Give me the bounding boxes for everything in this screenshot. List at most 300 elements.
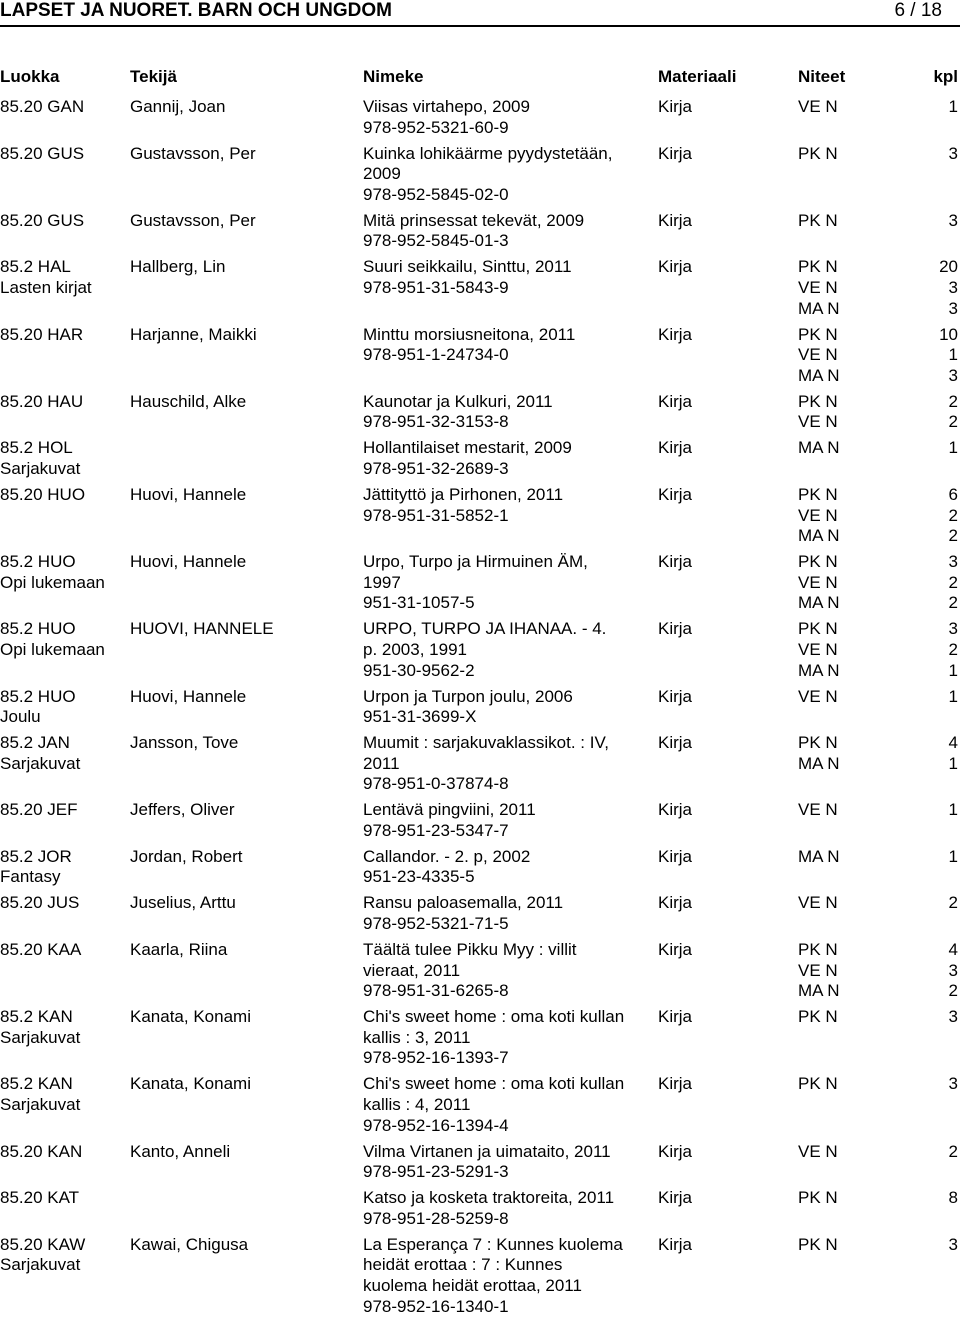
cell-nimeke [363,619,653,681]
cell-kpl-line: 10 [939,324,958,344]
cell-tekija [130,552,355,573]
cell-tekija [130,485,355,506]
cell-nimeke-line: Suuri seikkailu, Sinttu, 2011 [363,257,572,277]
cell-niteet [798,800,898,821]
cell-materiaali-line: Kirja [658,143,693,163]
cell-niteet-line: MA N [798,981,840,1001]
cell-nimeke-line: Chi's sweet home : oma koti kullan [363,1074,625,1094]
cell-nimeke-line: Viisas virtahepo, 2009 [363,97,530,116]
cell-nimeke-line: 2009 [363,164,401,184]
table-row [0,97,960,144]
cell-kpl [902,847,958,868]
cell-kpl-line: 2 [948,1141,958,1161]
table-row [0,392,960,439]
cell-kpl-line: 2 [948,639,958,659]
cell-materiaali-line: Kirja [658,1141,693,1161]
cell-niteet [798,485,898,547]
cell-tekija [130,97,355,118]
cell-nimeke-line: 978-952-5321-71-5 [363,914,509,934]
cell-niteet-line: MA N [798,593,840,613]
cell-nimeke-line: 951-23-4335-5 [363,867,475,887]
cell-niteet-line: VE N [798,800,838,820]
cell-niteet [798,619,898,681]
table-row [0,485,960,552]
cell-nimeke-line: 978-952-16-1340-1 [363,1296,509,1316]
cell-kpl-line: 1 [948,800,958,820]
cell-niteet-line: VE N [798,97,838,116]
cell-luokka [0,552,125,593]
cell-luokka-line: 85.20 JEF [0,800,78,820]
cell-luokka-line: 85.2 JOR [0,846,72,866]
table-row [0,211,960,258]
cell-tekija-line: HUOVI, HANNELE [130,619,274,639]
cell-luokka [0,800,125,821]
cell-nimeke-line: Minttu morsiusneitona, 2011 [363,324,576,344]
cell-kpl-line: 2 [948,593,958,613]
cell-niteet-line: PK N [798,143,838,163]
cell-kpl-line: 1 [948,97,958,116]
cell-nimeke [363,97,653,138]
table-row [0,1188,960,1235]
cell-niteet-line: PK N [798,552,838,572]
cell-kpl [902,1142,958,1163]
cell-niteet-line: PK N [798,733,838,753]
cell-luokka-line: Sarjakuvat [0,753,81,773]
cell-niteet-line: MA N [798,298,840,318]
cell-kpl-line: 2 [948,526,958,546]
cell-materiaali [658,619,788,640]
cell-materiaali [658,893,788,914]
cell-niteet [798,144,898,165]
cell-niteet-line: VE N [798,686,838,706]
cell-niteet-line: PK N [798,210,838,230]
cell-nimeke-line: Callandor. - 2. p, 2002 [363,846,531,866]
cell-tekija [130,619,355,640]
cell-nimeke-line: 978-951-23-5291-3 [363,1162,509,1182]
cell-luokka-line: 85.20 GUS [0,210,85,230]
cell-niteet-line: MA N [798,365,840,385]
cell-tekija [130,1007,355,1028]
cell-niteet-line: VE N [798,505,838,525]
cell-luokka-line: 85.2 JAN [0,733,70,753]
cell-nimeke [363,893,653,934]
cell-nimeke-line: 978-951-31-6265-8 [363,981,509,1001]
cell-niteet [798,552,898,614]
cell-nimeke-line: Urpo, Turpo ja Hirmuinen ÄM, [363,552,588,572]
table-row [0,619,960,686]
cell-nimeke-line: Chi's sweet home : oma koti kullan [363,1007,625,1027]
cell-niteet [798,438,898,459]
page-header [0,0,960,22]
cell-materiaali-line: Kirja [658,1234,693,1254]
cell-nimeke-line: Muumit : sarjakuvaklassikot. : IV, [363,733,609,753]
cell-luokka [0,485,125,506]
cell-luokka [0,619,125,660]
cell-kpl-line: 3 [948,210,958,230]
cell-nimeke-line: 978-951-1-24734-0 [363,345,509,365]
cell-luokka-line: Opi lukemaan [0,639,105,659]
cell-tekija [130,325,355,346]
cell-nimeke [363,211,653,252]
column-headers [0,67,960,87]
cell-luokka-line: Fantasy [0,867,61,887]
cell-luokka [0,211,125,232]
cell-kpl-line: 2 [948,391,958,411]
cell-kpl-line: 3 [948,1234,958,1254]
cell-niteet-line: PK N [798,391,838,411]
cell-materiaali-line: Kirja [658,1074,693,1094]
cell-nimeke [363,438,653,479]
cell-niteet-line: VE N [798,572,838,592]
cell-materiaali [658,211,788,232]
cell-luokka-line: 85.2 HOL [0,438,73,458]
cell-kpl-line: 3 [948,960,958,980]
cell-tekija-line: Kanata, Konami [130,1074,251,1094]
cell-luokka-line: 85.20 KAW [0,1234,86,1254]
cell-niteet-line: PK N [798,1234,838,1254]
cell-niteet-line: PK N [798,619,838,639]
cell-kpl [902,552,958,614]
cell-nimeke-line: 978-951-32-3153-8 [363,412,509,432]
cell-kpl [902,1188,958,1209]
cell-kpl-line: 1 [948,438,958,458]
cell-nimeke [363,800,653,841]
cell-tekija [130,144,355,165]
cell-niteet-line: VE N [798,412,838,432]
cell-kpl [902,619,958,681]
cell-luokka-line: Opi lukemaan [0,572,105,592]
cell-nimeke-line: kallis : 3, 2011 [363,1027,471,1047]
cell-nimeke [363,392,653,433]
cell-materiaali-line: Kirja [658,257,693,277]
cell-luokka-line: 85.2 HAL [0,257,71,277]
cell-kpl-line: 6 [948,484,958,504]
cell-niteet-line: PK N [798,257,838,277]
cell-materiaali-line: Kirja [658,552,693,572]
cell-niteet [798,893,898,914]
cell-luokka-line: Sarjakuvat [0,1027,81,1047]
cell-luokka [0,438,125,479]
cell-nimeke [363,1142,653,1183]
cell-luokka-line: 85.20 HUO [0,484,86,504]
cell-kpl-line: 2 [948,572,958,592]
cell-tekija [130,392,355,413]
cell-kpl-line: 4 [948,940,958,960]
cell-luokka-line: 85.20 KAN [0,1141,83,1161]
cell-tekija [130,1142,355,1163]
cell-luokka-line: Lasten kirjat [0,277,92,297]
cell-luokka [0,893,125,914]
cell-tekija-line: Huovi, Hannele [130,484,247,504]
cell-kpl-line: 2 [948,893,958,913]
cell-kpl-line: 1 [948,846,958,866]
cell-nimeke-line: Katso ja kosketa traktoreita, 2011 [363,1188,615,1208]
cell-niteet [798,940,898,1002]
cell-niteet-line: PK N [798,940,838,960]
cell-luokka-line: 85.2 KAN [0,1007,73,1027]
cell-luokka [0,1188,125,1209]
cell-tekija [130,800,355,821]
cell-tekija [130,687,355,708]
cell-nimeke-line: 978-951-28-5259-8 [363,1208,509,1228]
cell-nimeke-line: Kaunotar ja Kulkuri, 2011 [363,391,553,411]
cell-nimeke [363,1235,653,1317]
cell-tekija-line: Hallberg, Lin [130,257,226,277]
cell-luokka-line: 85.20 HAU [0,391,84,411]
cell-tekija [130,1235,355,1256]
cell-nimeke-line: URPO, TURPO JA IHANAA. - 4. [363,619,607,639]
table-row [0,1235,960,1323]
cell-tekija-line: Huovi, Hannele [130,686,247,706]
cell-materiaali [658,257,788,278]
cell-materiaali [658,325,788,346]
cell-niteet-line: VE N [798,345,838,365]
cell-kpl-line: 1 [948,686,958,706]
cell-niteet-line: PK N [798,1188,838,1208]
cell-nimeke-line: Urpon ja Turpon joulu, 2006 [363,686,573,706]
table-row [0,687,960,734]
column-header-niteet: Niteet [798,67,846,86]
cell-luokka [0,1074,125,1115]
cell-nimeke [363,552,653,614]
cell-kpl [902,1235,958,1256]
cell-kpl [902,211,958,232]
cell-luokka [0,940,125,961]
cell-materiaali-line: Kirja [658,800,693,820]
cell-niteet-line: MA N [798,526,840,546]
table-row [0,800,960,847]
cell-kpl-line: 1 [948,345,958,365]
cell-nimeke-line: 951-31-1057-5 [363,593,475,613]
cell-niteet [798,325,898,387]
cell-tekija [130,733,355,754]
cell-nimeke-line: 978-951-31-5852-1 [363,505,509,525]
cell-kpl-line: 20 [939,257,958,277]
cell-luokka-line: 85.2 KAN [0,1074,73,1094]
cell-tekija-line: Hauschild, Alke [130,391,247,411]
cell-nimeke [363,485,653,526]
cell-niteet [798,392,898,433]
table-row [0,257,960,324]
cell-niteet-line: VE N [798,893,838,913]
cell-luokka [0,97,125,118]
cell-luokka-line: 85.20 GAN [0,97,85,116]
cell-materiaali [658,1074,788,1095]
cell-nimeke-line: 978-952-5321-60-9 [363,117,509,137]
cell-luokka-line: 85.20 JUS [0,893,80,913]
table-row [0,1074,960,1141]
cell-tekija-line: Juselius, Arttu [130,893,236,913]
cell-luokka-line: 85.2 HUO [0,552,76,572]
cell-nimeke [363,847,653,888]
cell-nimeke-line: 978-952-16-1394-4 [363,1115,509,1135]
cell-tekija [130,847,355,868]
cell-materiaali [658,687,788,708]
cell-niteet [798,687,898,708]
cell-niteet [798,1074,898,1095]
cell-nimeke [363,1074,653,1136]
cell-nimeke-line: Lentävä pingviini, 2011 [363,800,536,820]
cell-niteet-line: MA N [798,846,840,866]
cell-kpl [902,1007,958,1028]
cell-materiaali-line: Kirja [658,846,693,866]
cell-tekija-line: Jordan, Robert [130,846,243,866]
cell-luokka [0,392,125,413]
cell-tekija-line: Gannij, Joan [130,97,226,116]
cell-nimeke-line: 978-952-5845-01-3 [363,231,509,251]
cell-kpl-line: 3 [948,143,958,163]
column-header-luokka: Luokka [0,67,60,86]
cell-nimeke [363,687,653,728]
cell-nimeke-line: vieraat, 2011 [363,960,461,980]
column-header-materiaali: Materiaali [658,67,737,86]
cell-luokka [0,1142,125,1163]
cell-kpl-line: 3 [948,1007,958,1027]
cell-materiaali-line: Kirja [658,733,693,753]
cell-niteet-line: MA N [798,438,840,458]
cell-kpl [902,144,958,165]
cell-tekija-line: Harjanne, Maikki [130,324,257,344]
cell-kpl-line: 4 [948,733,958,753]
cell-kpl [902,893,958,914]
cell-luokka [0,847,125,888]
cell-niteet [798,733,898,774]
cell-tekija [130,211,355,232]
table-row [0,1142,960,1189]
cell-kpl-line: 3 [948,619,958,639]
cell-niteet-line: MA N [798,753,840,773]
cell-nimeke [363,733,653,795]
table-row [0,893,960,940]
cell-kpl-line: 3 [948,552,958,572]
cell-kpl-line: 3 [948,1074,958,1094]
table-row [0,325,960,392]
cell-niteet [798,1188,898,1209]
cell-nimeke-line: 978-951-32-2689-3 [363,458,509,478]
cell-tekija-line: Gustavsson, Per [130,210,256,230]
cell-niteet [798,211,898,232]
cell-nimeke [363,325,653,366]
cell-niteet-line: VE N [798,1141,838,1161]
column-header-kpl: kpl [933,67,958,86]
cell-tekija [130,1074,355,1095]
cell-tekija [130,257,355,278]
cell-materiaali [658,392,788,413]
cell-luokka [0,257,125,298]
cell-nimeke-line: Jättityttö ja Pirhonen, 2011 [363,484,564,504]
cell-nimeke-line: 978-951-23-5347-7 [363,820,509,840]
cell-tekija-line: Huovi, Hannele [130,552,247,572]
cell-nimeke-line: 1997 [363,572,401,592]
cell-materiaali [658,552,788,573]
table-row [0,847,960,894]
cell-luokka-line: 85.20 KAA [0,940,82,960]
cell-kpl [902,940,958,1002]
cell-nimeke [363,257,653,298]
cell-materiaali-line: Kirja [658,391,693,411]
cell-tekija-line: Jansson, Tove [130,733,239,753]
table-row [0,552,960,619]
cell-materiaali-line: Kirja [658,1188,693,1208]
cell-kpl [902,485,958,547]
cell-materiaali-line: Kirja [658,324,693,344]
cell-nimeke-line: Mitä prinsessat tekevät, 2009 [363,210,585,230]
cell-materiaali-line: Kirja [658,484,693,504]
cell-nimeke-line: heidät erottaa : 7 : Kunnes [363,1255,563,1275]
cell-nimeke-line: 978-952-16-1393-7 [363,1048,509,1068]
cell-nimeke-line: 951-31-3699-X [363,707,477,727]
cell-materiaali [658,144,788,165]
cell-nimeke-line: 978-951-31-5843-9 [363,277,509,297]
cell-nimeke-line: Vilma Virtanen ja uimataito, 2011 [363,1141,611,1161]
document-title: LAPSET JA NUORET. BARN OCH UNGDOM [0,0,392,21]
cell-luokka-line: 85.20 KAT [0,1188,80,1208]
cell-nimeke-line: kallis : 4, 2011 [363,1095,471,1115]
cell-materiaali-line: Kirja [658,97,693,116]
cell-kpl-line: 1 [948,753,958,773]
cell-tekija [130,893,355,914]
column-header-nimeke: Nimeke [363,67,424,86]
cell-tekija-line: Kanata, Konami [130,1007,251,1027]
cell-kpl [902,687,958,708]
cell-kpl-line: 3 [948,298,958,318]
table-row [0,940,960,1007]
cell-kpl [902,392,958,433]
cell-tekija [130,940,355,961]
cell-tekija-line: Kanto, Anneli [130,1141,231,1161]
column-header-tekija: Tekijä [130,67,177,86]
cell-niteet [798,97,898,118]
cell-nimeke-line: p. 2003, 1991 [363,639,467,659]
cell-kpl [902,97,958,118]
cell-kpl-line: 2 [948,412,958,432]
catalog-table [0,97,960,1323]
cell-materiaali-line: Kirja [658,940,693,960]
cell-materiaali [658,940,788,961]
cell-nimeke-line: Täältä tulee Pikku Myy : villit [363,940,577,960]
cell-nimeke-line: La Esperança 7 : Kunnes kuolema [363,1234,623,1254]
cell-materiaali [658,1188,788,1209]
cell-kpl [902,438,958,459]
cell-luokka [0,687,125,728]
cell-niteet-line: VE N [798,960,838,980]
cell-kpl [902,733,958,774]
cell-kpl [902,325,958,387]
cell-luokka-line: 85.2 HUO [0,619,76,639]
cell-luokka [0,1235,125,1276]
cell-nimeke-line: Ransu paloasemalla, 2011 [363,893,564,913]
cell-niteet-line: VE N [798,639,838,659]
cell-nimeke-line: Hollantilaiset mestarit, 2009 [363,438,572,458]
cell-materiaali [658,1235,788,1256]
cell-niteet [798,257,898,319]
cell-materiaali [658,733,788,754]
cell-kpl [902,1074,958,1095]
cell-kpl-line: 2 [948,981,958,1001]
cell-niteet-line: VE N [798,277,838,297]
cell-materiaali [658,847,788,868]
cell-niteet [798,847,898,868]
cell-niteet-line: PK N [798,484,838,504]
cell-kpl [902,257,958,319]
cell-nimeke [363,1188,653,1229]
cell-nimeke [363,1007,653,1069]
cell-materiaali [658,485,788,506]
cell-tekija-line: Kawai, Chigusa [130,1234,249,1254]
cell-luokka-line: 85.20 GUS [0,143,85,163]
cell-kpl-line: 8 [948,1188,958,1208]
cell-nimeke-line: Kuinka lohikäärme pyydystetään, [363,143,613,163]
